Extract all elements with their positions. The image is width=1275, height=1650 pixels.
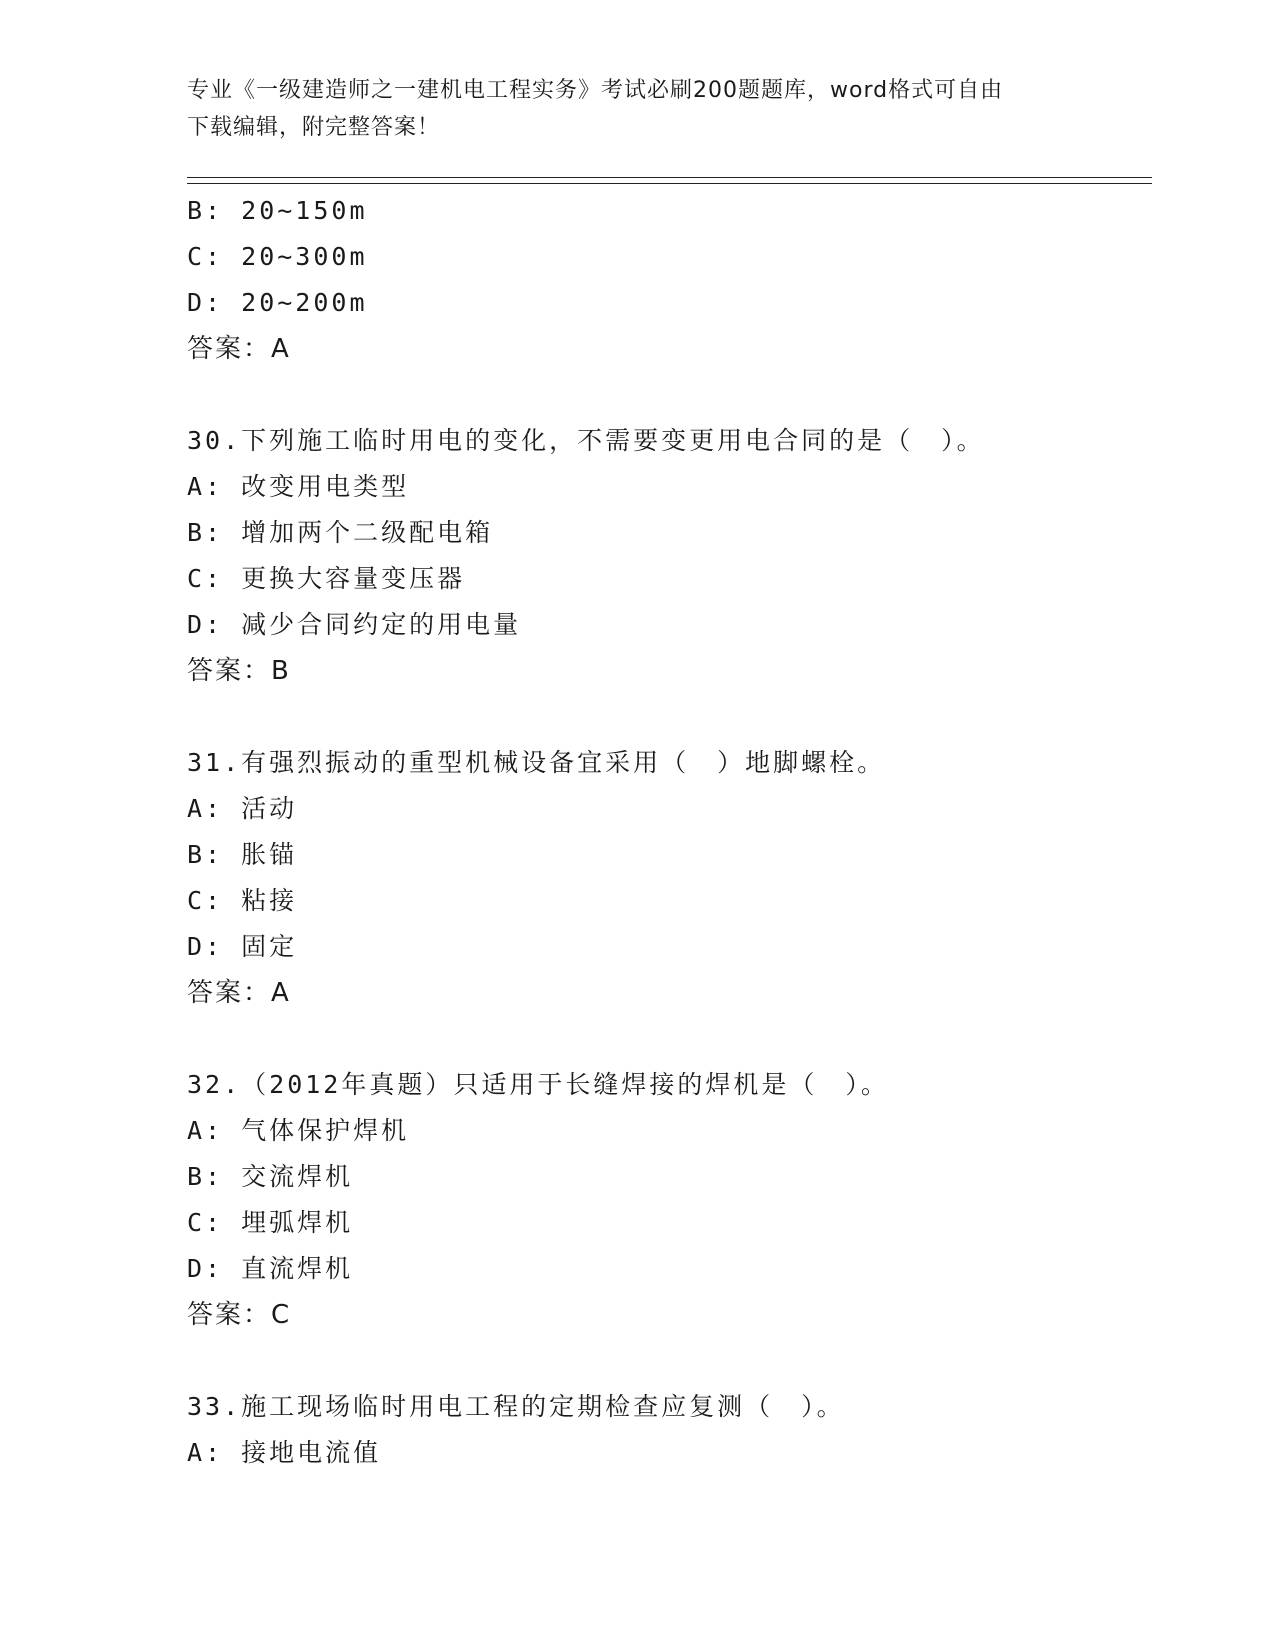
answer-line: 答案：A xyxy=(187,978,291,1008)
option-d: D: 减少合同约定的用电量 xyxy=(187,610,522,639)
option-b: B: 增加两个二级配电箱 xyxy=(187,518,494,547)
option-a: A: 接地电流值 xyxy=(187,1438,382,1467)
option-c: C: 埋弧焊机 xyxy=(187,1208,354,1237)
question-list xyxy=(187,188,1152,1476)
question-stem: 31.有强烈振动的重型机械设备宜采用（ ）地脚螺栓。 xyxy=(187,748,886,777)
option-b: B: 胀锚 xyxy=(187,840,298,869)
option-a: A: 活动 xyxy=(187,794,298,823)
header-line-1: 专业《一级建造师之一建机电工程实务》考试必刷200题题库，word格式可自由 xyxy=(187,78,1004,103)
option-d: D: 固定 xyxy=(187,932,298,961)
option-c: C: 粘接 xyxy=(187,886,298,915)
option-c: C: 更换大容量变压器 xyxy=(187,564,466,593)
prev-question xyxy=(187,188,1152,372)
header-line-2: 下载编辑，附完整答案！ xyxy=(187,115,441,140)
question-31 xyxy=(187,740,1152,1016)
question-stem: 32.（2012年真题）只适用于长缝焊接的焊机是（ ）。 xyxy=(187,1070,889,1099)
option-b: B: 交流焊机 xyxy=(187,1162,354,1191)
header-divider-bottom xyxy=(187,183,1152,184)
option-a: A: 气体保护焊机 xyxy=(187,1116,410,1145)
question-33 xyxy=(187,1384,1152,1476)
answer-line: 答案：C xyxy=(187,1300,292,1330)
question-stem: 30.下列施工临时用电的变化，不需要变更用电合同的是（ ）。 xyxy=(187,426,985,455)
option-d: D: 20~200m xyxy=(187,288,368,317)
document-header xyxy=(187,72,1087,146)
header-divider-top xyxy=(187,177,1152,178)
answer-line: 答案：A xyxy=(187,334,291,364)
answer-line: 答案：B xyxy=(187,656,291,686)
question-32 xyxy=(187,1062,1152,1338)
option-a: A: 改变用电类型 xyxy=(187,472,410,501)
question-30 xyxy=(187,418,1152,694)
question-stem: 33.施工现场临时用电工程的定期检查应复测（ ）。 xyxy=(187,1392,845,1421)
option-b: B: 20~150m xyxy=(187,196,368,225)
option-c: C: 20~300m xyxy=(187,242,368,271)
option-d: D: 直流焊机 xyxy=(187,1254,354,1283)
